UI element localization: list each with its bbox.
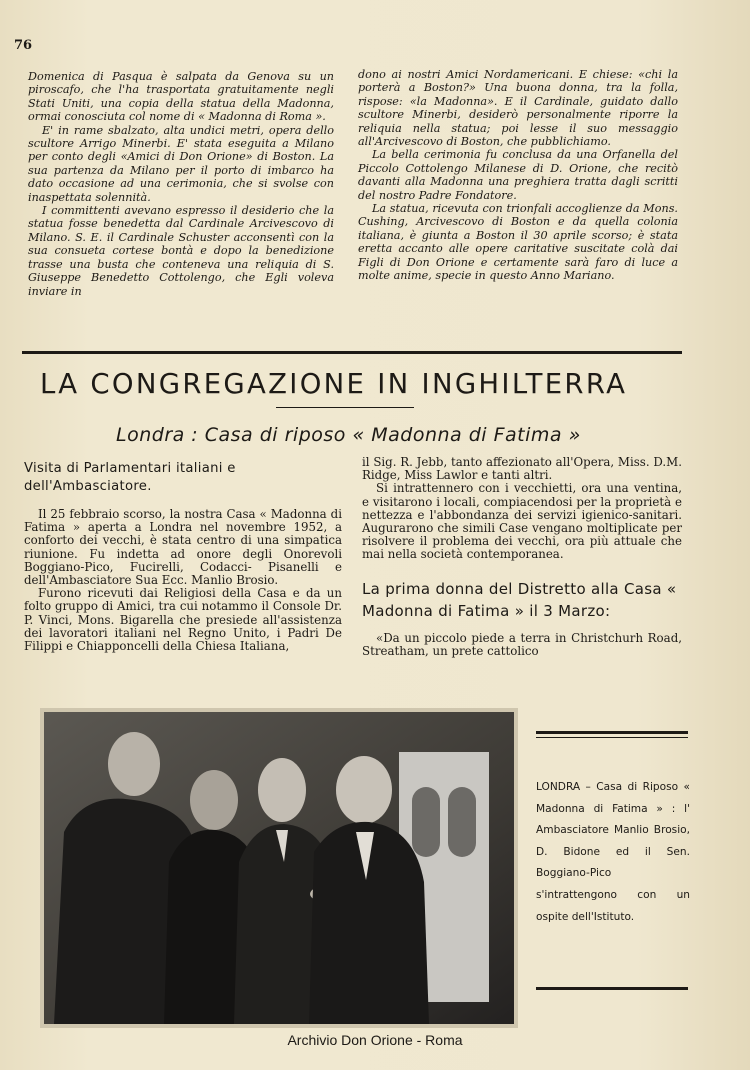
article-paragraph: Furono ricevuti dai Religiosi della Casa e da un folto gruppo di Amici, tra cui notammo il Console Dr. P. Vinci, Mons. Bigarella che presiede all'assistenza dei lavoratori italiani nel Regno Unito, i Padri De Filippi e Chiapponcelli della Chiesa Italiana, [24,586,342,654]
section-title-first-lady: La prima donna del Distretto alla Casa « Madonna di Fatima » il 3 Marzo: [362,579,677,620]
intro-paragraph: E' in rame sbalzato, alta undici metri, opera dello scultore Arrigo Minerbi. E' stata eseguita a Milano per conto degli «Amici di Don Orione» di Boston. La sua partenza da Milano per il porto di imbarco ha dato occasione ad una cerimonia, che si svolse con inaspettata solennità. [28,123,334,204]
article-right-column [362,456,682,658]
photo-caption: LONDRA – Casa di Riposo « Madonna di Fatima » : l' Ambasciatore Manlio Brosio, D. Bidone ed il Sen. Boggiano-Pico s'intrattengono con un ospite dell'Istituto. [536,781,690,923]
subheadline: Londra : Casa di riposo « Madonna di Fatima » [116,424,581,446]
intro-paragraph: dono ai nostri Amici Nordamericani. E chiese: «chi la porterà a Boston?» Una buona donna, tra la folla, rispose: «la Madonna». E il Cardinale, guidato dallo scultore Minerbi, desiderò personalmente riporre la reliquia nella statua; poi lesse il suo messaggio all'Arcivescovo di Boston, che pubblichiamo. [358,68,678,149]
page-number: 76 [14,38,33,53]
article-paragraph: «Da un piccolo piede a terra in Christchurh Road, Streatham, un prete cattolico [362,630,682,658]
article-paragraph: Il 25 febbraio scorso, la nostra Casa « Madonna di Fatima » aperta a Londra nel novembre 1952, a conforto dei vecchi, è stata centro di una simpatica riunione. Fu indetta ad onore degli Onorevoli Boggiano-Pico, Fucirelli, Codacci- Pisanelli e dell'Ambasciatore Sua Ecc. Manlio Brosio. [24,507,342,588]
article-left-column [24,460,342,653]
intro-paragraph: I committenti avevano espresso il desiderio che la statua fosse benedetta dal Cardinale Arcivescovo di Milano. S. E. il Cardinale Schuster acconsentì con la sua consueta cortese bontà e dopo la benedizione trasse una busta che conteneva una reliquia di S. Giuseppe Benedetto Cottolengo, che Egli voleva inviare in [28,204,334,298]
archive-footer: Archivio Don Orione - Roma [287,1032,463,1048]
caption-top-rule [536,731,688,734]
section-title-visit: Visita di Parlamentari italiani e dell'Ambasciatore. [24,461,236,494]
headline-underline [276,407,414,408]
article-paragraph: Si intrattennero con i vecchietti, ora una ventina, e visitarono i locali, compiacendosi per la proprietà e nettezza e l'abbondanza dei servizi igienico-sanitari. Augurarono che simili Case vengano moltiplicate per risolvere il problema dei vecchi, ora più attuale che mai nella società contemporanea. [362,481,682,562]
intro-right-column [358,68,678,283]
intro-paragraph: La statua, ricevuta con trionfali accoglienze da Mons. Cushing, Arcivescovo di Boston e da quella colonia italiana, è giunta a Boston il 30 aprile scorso; è stata eretta accanto alle opere caritative suscitate colà dai Figli di Don Orione e certamente sarà faro di luce a molte anime, specie in questo Anno Mariano. [358,202,678,283]
intro-paragraph: La bella cerimonia fu conclusa da una Orfanella del Piccolo Cottolengo Milanese di D. Orione, che recitò davanti alla Madonna una preghiera tratta dagli scritti del nostro Padre Fondatore. [358,148,678,202]
intro-paragraph: Domenica di Pasqua è salpata da Genova su un piroscafo, che l'ha trasportata gratuitamente negli Stati Uniti, una copia della statua della Madonna, ormai conosciuta col nome di « Madonna di Roma ». [28,70,334,124]
group-photograph [44,712,514,1024]
article-paragraph: il Sig. R. Jebb, tanto affezionato all'Opera, Miss. D.M. Ridge, Miss Lawlor e tanti altri. [362,455,682,483]
photo-illustration [44,712,514,1024]
top-divider [22,351,682,354]
intro-left-column [28,70,334,298]
caption-top-rule-thin [536,737,688,738]
caption-bottom-rule [536,987,688,990]
headline: LA CONGREGAZIONE IN INGHILTERRA [40,368,628,400]
